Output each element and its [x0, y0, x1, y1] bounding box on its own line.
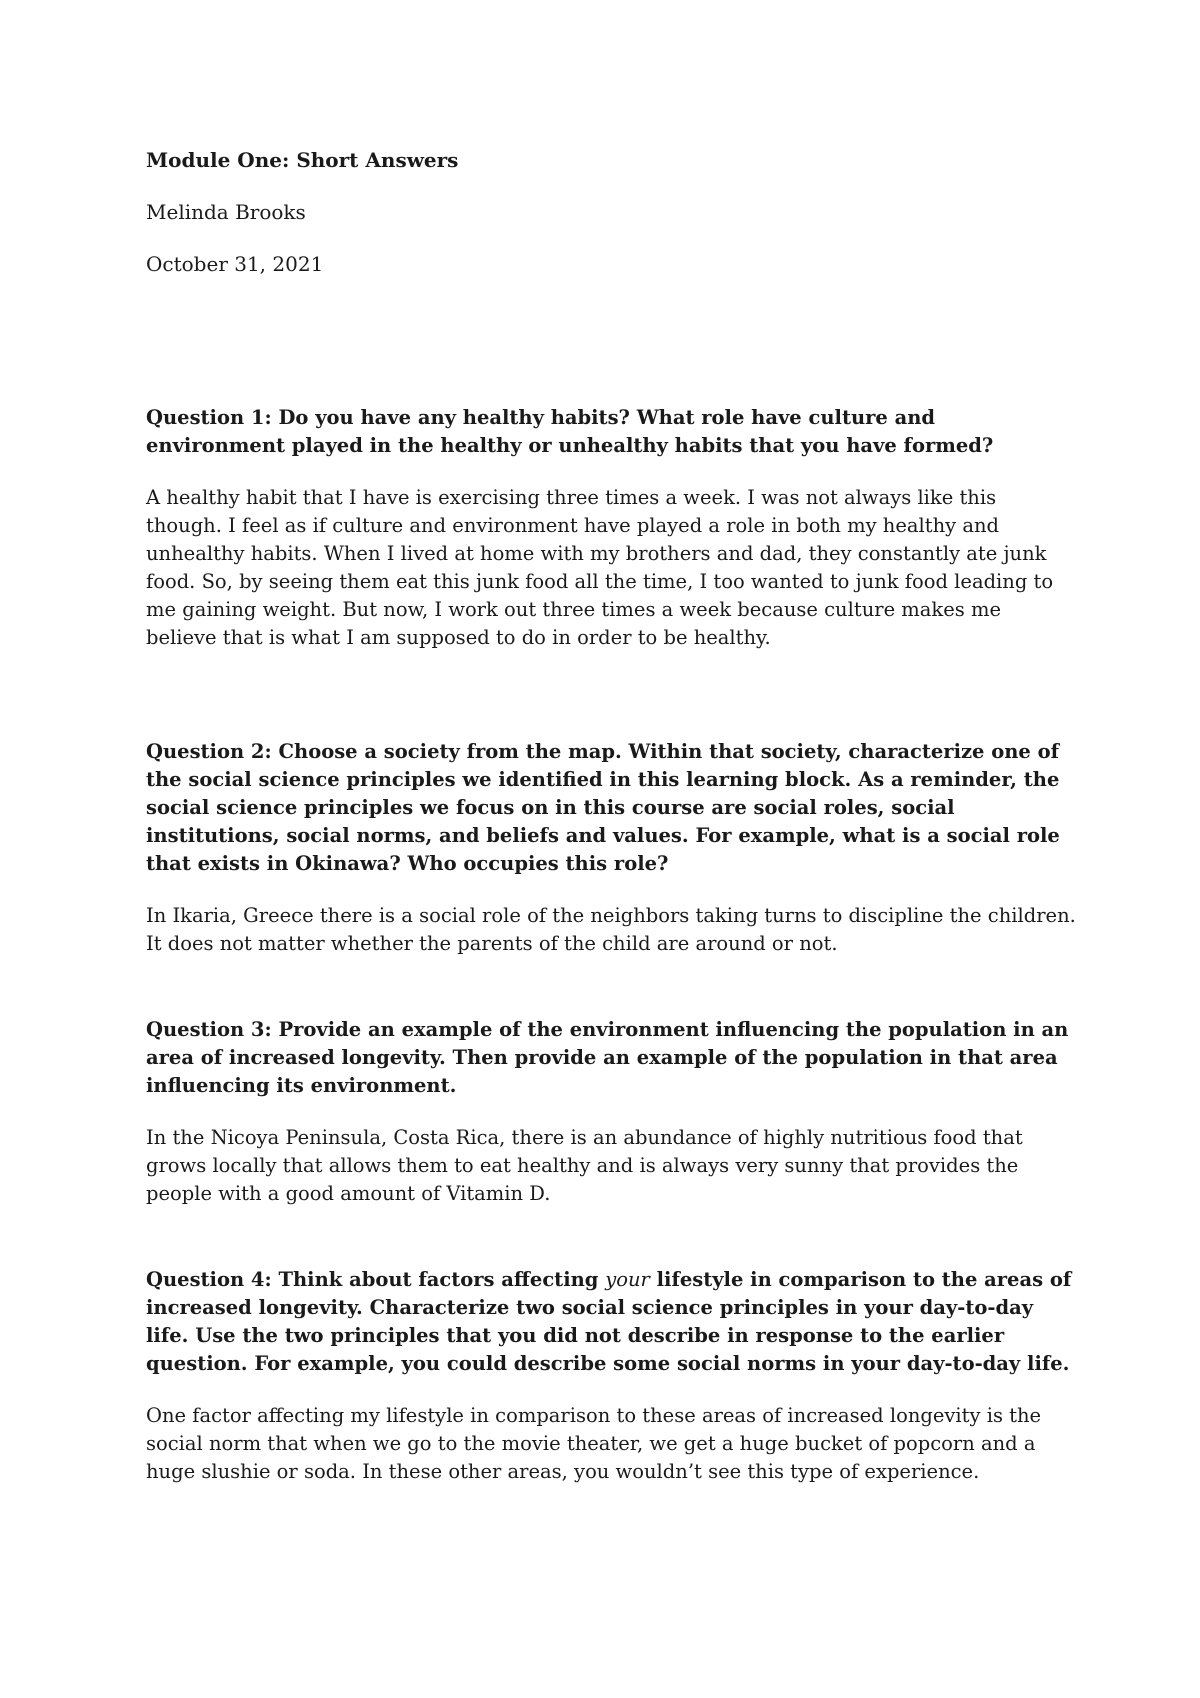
section-gap [146, 652, 1076, 738]
question-1: Question 1: Do you have any healthy habits? What role have culture and environment played in the healthy or unhealthy habits that you have formed? [146, 406, 994, 457]
question-4-emphasis: your [605, 1268, 650, 1291]
document-title: Module One: Short Answers [146, 148, 459, 172]
answer-3: In the Nicoya Peninsula, Costa Rica, there is an abundance of highly nutritious food that grows locally that allows them to eat healthy and is always very sunny that provides the people with a good amount of Vitamin D. [146, 1126, 1023, 1205]
question-2: Question 2: Choose a society from the map. Within that society, characterize one of the social science principles we identified in this learning block. As a reminder, the social science principles we focus on in this course are social roles, social institutions, social norms, and beliefs and values. For example, what is a social role that exists in Okinawa? Who occupies this role? [146, 740, 1060, 875]
document-content [146, 146, 1076, 1486]
author-name: Melinda Brooks [146, 200, 306, 224]
section-gap [146, 958, 1076, 1016]
answer-4: One factor affecting my lifestyle in comparison to these areas of increased longevity is the social norm that when we go to the movie theater, we get a huge bucket of popcorn and a huge slushie or soda. In these other areas, you wouldn’t see this type of experience. [146, 1404, 1042, 1483]
question-4-after: lifestyle in comparison to the areas of increased longevity. Characterize two social science principles in your day-to-day life. Use the two principles that you did not describe in response to the earlier question. For example, you could describe some social norms in your day-to-day life. [146, 1268, 1072, 1375]
answer-2: In Ikaria, Greece there is a social role of the neighbors taking turns to discipline the children. It does not matter whether the parents of the child are around or not. [146, 904, 1076, 955]
section-gap [146, 1208, 1076, 1266]
header-spacer [146, 302, 1076, 404]
document-date: October 31, 2021 [146, 252, 324, 276]
answer-1: A healthy habit that I have is exercising three times a week. I was not always like this though. I feel as if culture and environment have played a role in both my healthy and unhealthy habits. When I lived at home with my brothers and dad, they constantly ate junk food. So, by seeing them eat this junk food all the time, I too wanted to junk food leading to me gaining weight. But now, I work out three times a week because culture makes me believe that is what I am supposed to do in order to be healthy. [146, 486, 1054, 649]
question-4 [146, 1266, 1076, 1378]
question-4-before: Question 4: Think about factors affecting [146, 1268, 606, 1291]
question-3: Question 3: Provide an example of the environment influencing the population in an area of increased longevity. Then provide an example of the population in that area influencing its environment. [146, 1018, 1069, 1097]
